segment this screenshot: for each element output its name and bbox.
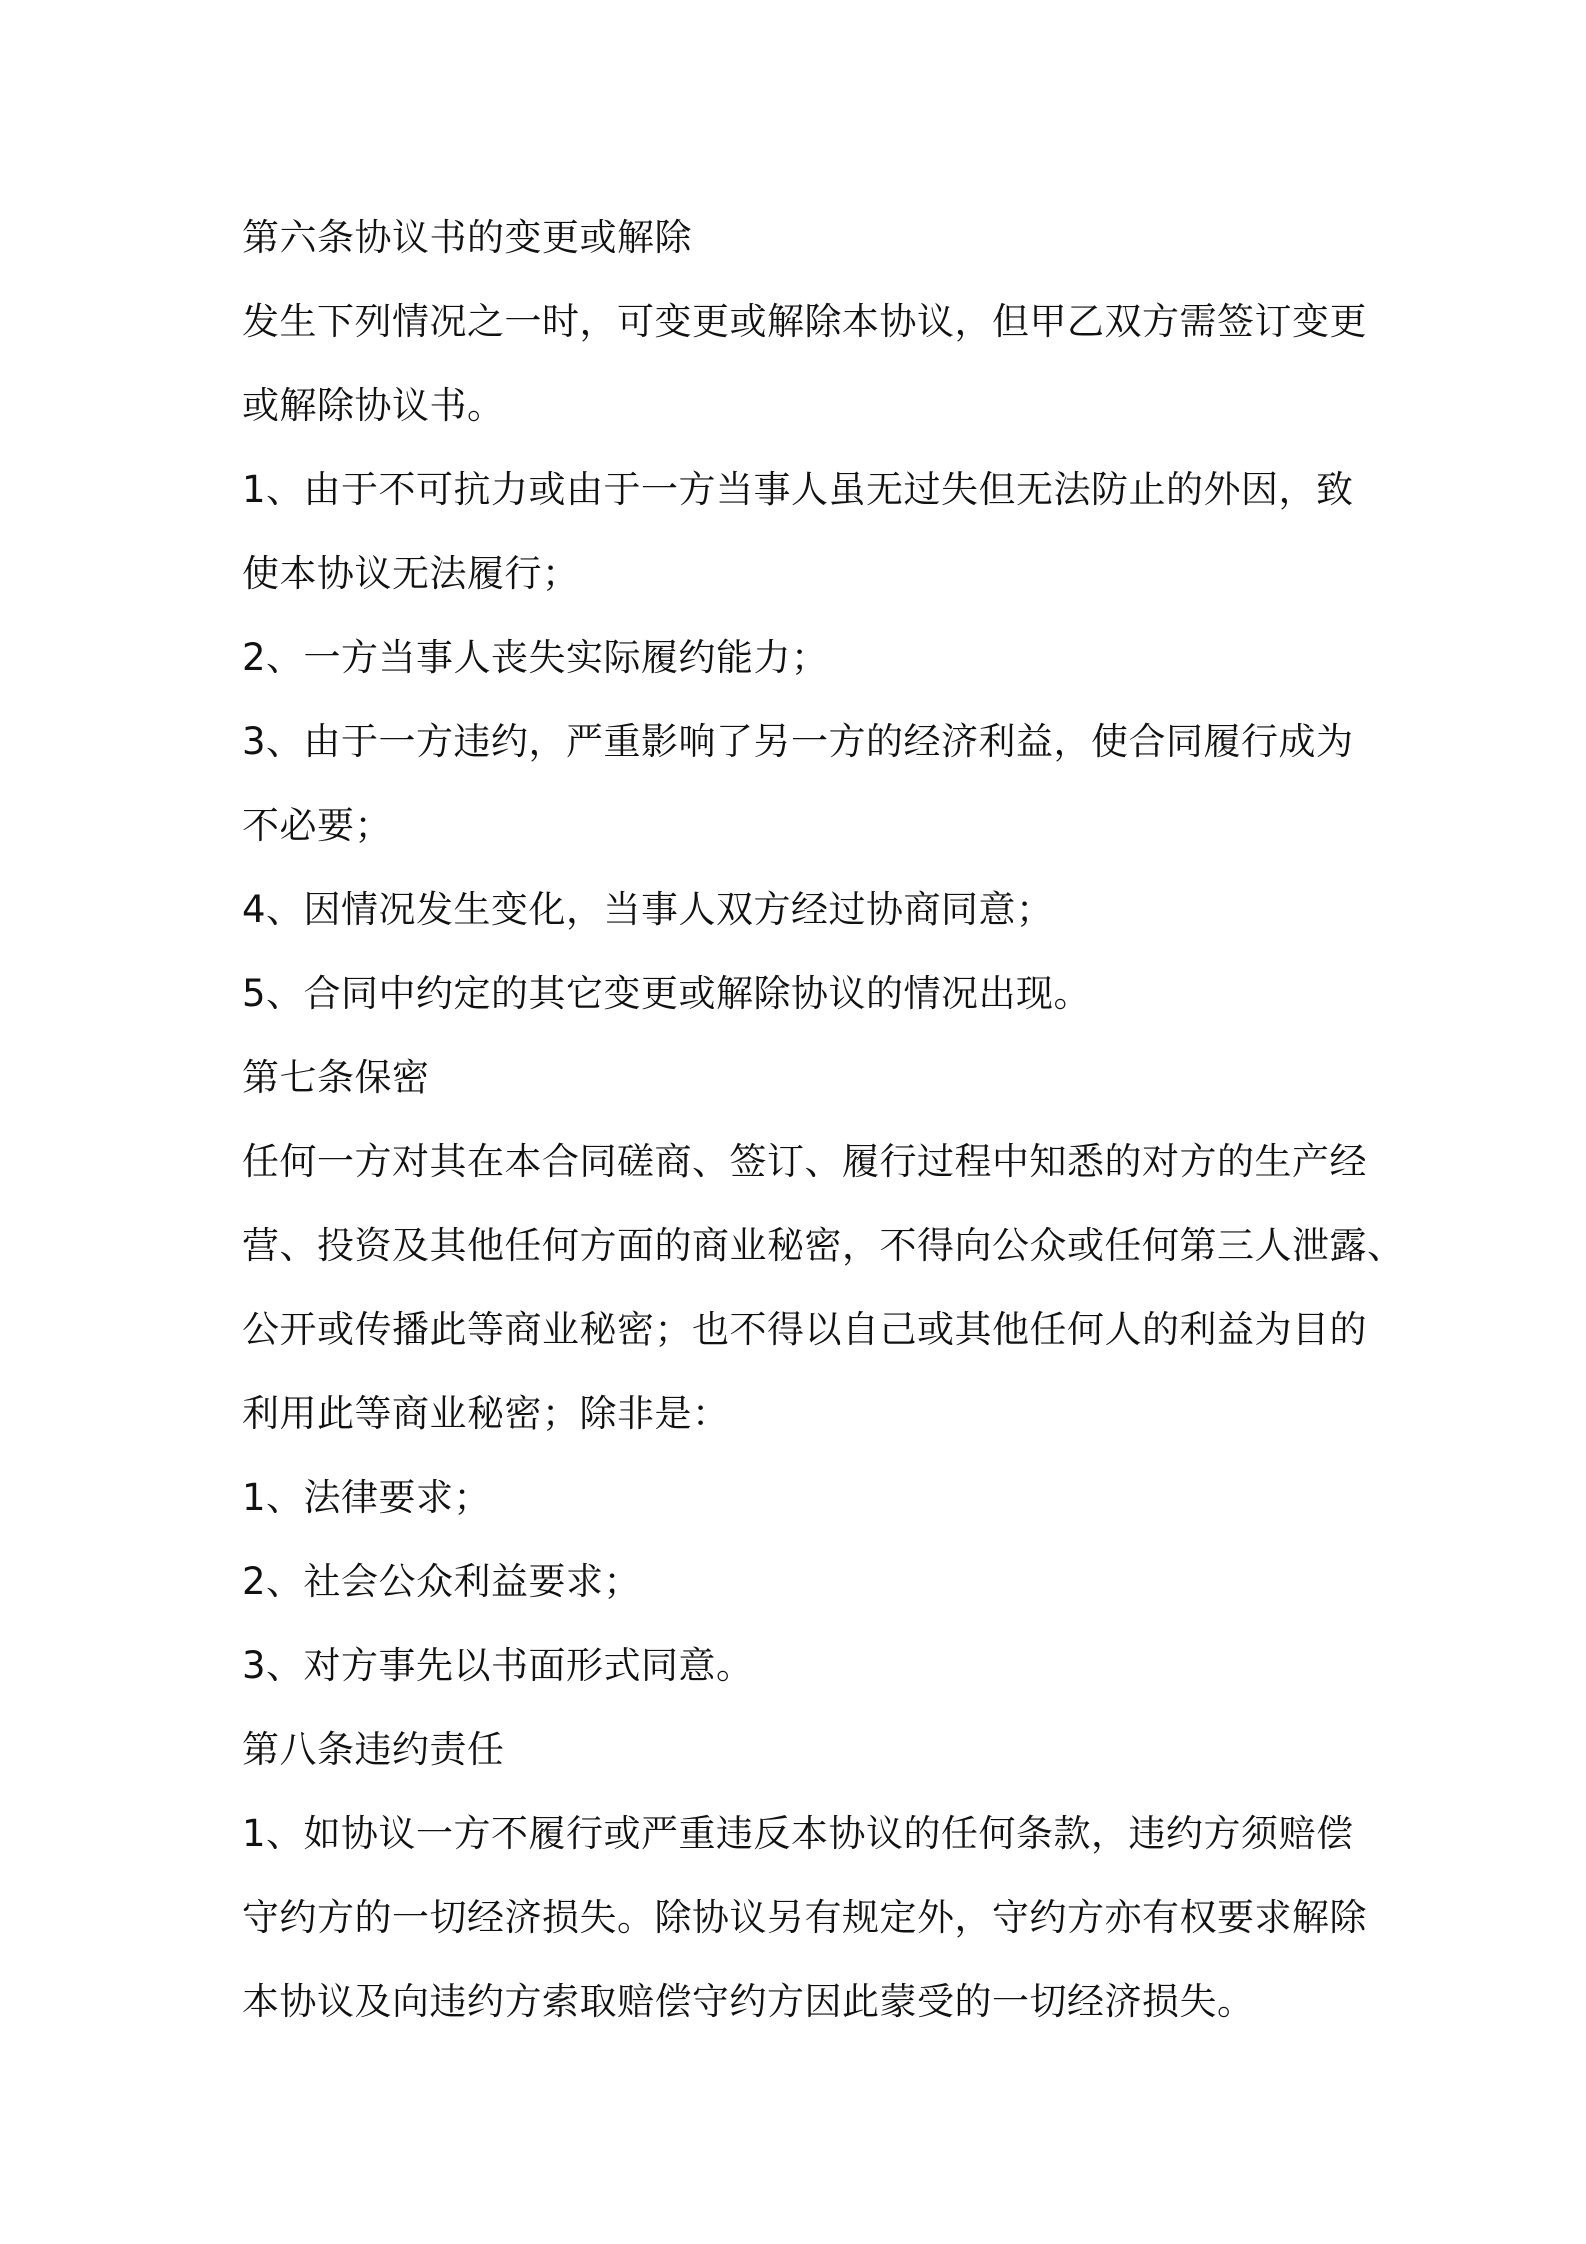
- document-body: [242, 196, 1405, 2044]
- list-item-line: 1、由于不可抗力或由于一方当事人虽无过失但无法防止的外因，致: [242, 468, 1354, 511]
- list-item-line: 1、如协议一方不履行或严重违反本协议的任何条款，违约方须赔偿: [242, 1812, 1354, 1855]
- paragraph-line: 任何一方对其在本合同磋商、签订、履行过程中知悉的对方的生产经: [242, 1140, 1367, 1183]
- list-item-line: 本协议及向违约方索取赔偿守约方因此蒙受的一切经济损失。: [242, 1980, 1255, 2023]
- list-item-line: 不必要；: [242, 804, 392, 847]
- list-item-line: 5、合同中约定的其它变更或解除协议的情况出现。: [242, 972, 1092, 1015]
- paragraph-line: 营、投资及其他任何方面的商业秘密，不得向公众或任何第三人泄露、: [242, 1224, 1405, 1267]
- list-item-line: 3、对方事先以书面形式同意。: [242, 1644, 754, 1687]
- paragraph-line: 利用此等商业秘密；除非是：: [242, 1392, 730, 1435]
- list-item-line: 1、法律要求；: [242, 1476, 492, 1519]
- list-item-line: 4、因情况发生变化，当事人双方经过协商同意；: [242, 888, 1054, 931]
- list-item-line: 2、社会公众利益要求；: [242, 1560, 642, 1603]
- article-6-heading: 第六条协议书的变更或解除: [242, 216, 692, 259]
- list-item-line: 3、由于一方违约，严重影响了另一方的经济利益，使合同履行成为: [242, 720, 1354, 763]
- article-8-heading: 第八条违约责任: [242, 1728, 505, 1771]
- paragraph-line: 公开或传播此等商业秘密；也不得以自己或其他任何人的利益为目的: [242, 1308, 1367, 1351]
- list-item-line: 2、一方当事人丧失实际履约能力；: [242, 636, 829, 679]
- list-item-line: 守约方的一切经济损失。除协议另有规定外，守约方亦有权要求解除: [242, 1896, 1367, 1939]
- paragraph-line: 或解除协议书。: [242, 384, 505, 427]
- list-item-line: 使本协议无法履行；: [242, 552, 580, 595]
- article-7-heading: 第七条保密: [242, 1056, 430, 1099]
- paragraph-line: 发生下列情况之一时，可变更或解除本协议，但甲乙双方需签订变更: [242, 300, 1367, 343]
